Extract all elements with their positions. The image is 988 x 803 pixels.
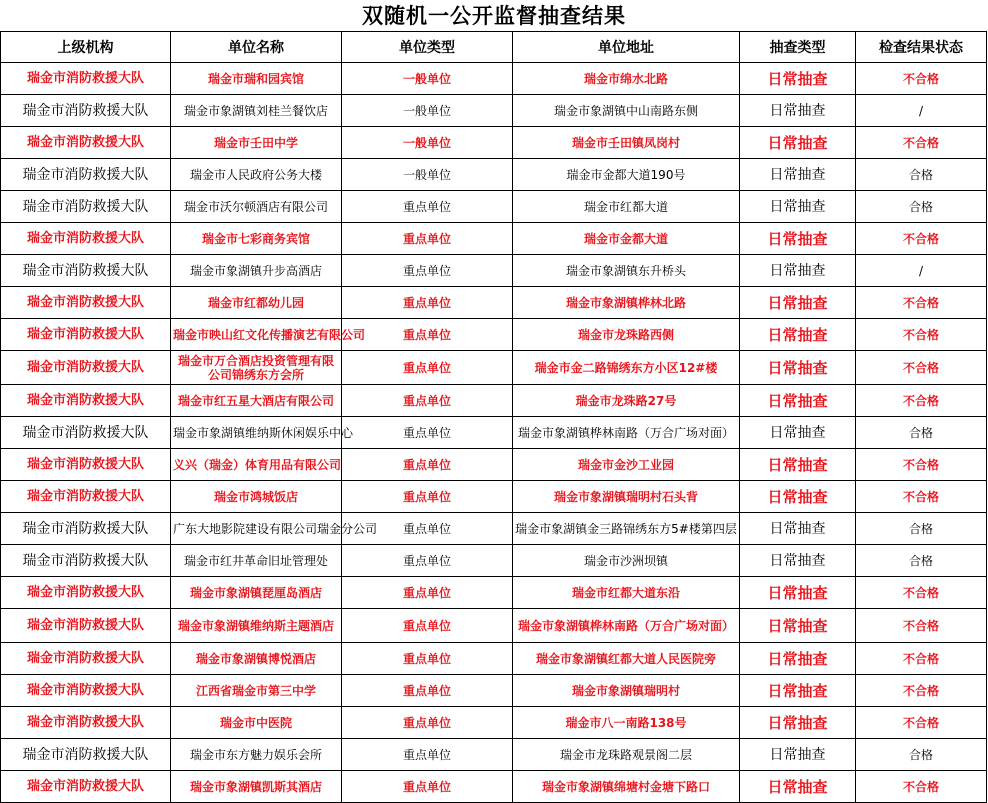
cell-unit-type: 重点单位 [342, 675, 513, 707]
table-row [1, 609, 987, 643]
table-row [1, 385, 987, 417]
table-row [1, 513, 987, 545]
cell-check-type: 日常抽查 [740, 577, 856, 609]
cell-check-type: 日常抽查 [740, 545, 856, 577]
cell-unit-address: 瑞金市象湖镇东升桥头 [513, 255, 740, 287]
cell-unit-type: 重点单位 [342, 545, 513, 577]
table-row [1, 707, 987, 739]
cell-unit-type: 重点单位 [342, 255, 513, 287]
cell-check-type: 日常抽查 [740, 385, 856, 417]
cell-check-type: 日常抽查 [740, 643, 856, 675]
cell-unit-name: 瑞金市象湖镇维纳斯休闲娱乐中心 [171, 417, 342, 449]
cell-unit-type: 重点单位 [342, 513, 513, 545]
cell-unit-name: 义兴（瑞金）体育用品有限公司 [171, 449, 342, 481]
cell-result-status: 合格 [856, 513, 987, 545]
cell-result-status: 不合格 [856, 223, 987, 255]
cell-result-status: 不合格 [856, 643, 987, 675]
cell-check-type: 日常抽查 [740, 127, 856, 159]
cell-result-status: 不合格 [856, 351, 987, 385]
cell-result-status: 不合格 [856, 609, 987, 643]
cell-org: 瑞金市消防救援大队 [1, 707, 171, 739]
cell-unit-address: 瑞金市象湖镇瑞明村 [513, 675, 740, 707]
header-unit-name: 单位名称 [171, 32, 342, 63]
cell-unit-address: 瑞金市象湖镇绵塘村金塘下路口 [513, 771, 740, 803]
cell-unit-name: 瑞金市象湖镇琵厘岛酒店 [171, 577, 342, 609]
cell-unit-type: 重点单位 [342, 643, 513, 675]
cell-unit-type: 一般单位 [342, 63, 513, 95]
cell-unit-address: 瑞金市象湖镇中山南路东侧 [513, 95, 740, 127]
table-row [1, 287, 987, 319]
table-row [1, 223, 987, 255]
cell-result-status: 合格 [856, 739, 987, 771]
cell-unit-name: 瑞金市红五星大酒店有限公司 [171, 385, 342, 417]
cell-check-type: 日常抽查 [740, 159, 856, 191]
cell-org: 瑞金市消防救援大队 [1, 385, 171, 417]
header-org: 上级机构 [1, 32, 171, 63]
header-unit-address: 单位地址 [513, 32, 740, 63]
cell-org: 瑞金市消防救援大队 [1, 609, 171, 643]
cell-unit-type: 重点单位 [342, 577, 513, 609]
cell-org: 瑞金市消防救援大队 [1, 675, 171, 707]
cell-unit-address: 瑞金市象湖镇红都大道人民医院旁 [513, 643, 740, 675]
cell-unit-name: 瑞金市象湖镇维纳斯主题酒店 [171, 609, 342, 643]
sheet-title: 双随机一公开监督抽查结果 [362, 3, 626, 28]
cell-unit-name: 瑞金市人民政府公务大楼 [171, 159, 342, 191]
table-row [1, 127, 987, 159]
cell-org: 瑞金市消防救援大队 [1, 739, 171, 771]
table-row [1, 577, 987, 609]
cell-unit-address: 瑞金市金都大道 [513, 223, 740, 255]
table-row [1, 739, 987, 771]
cell-unit-name: 瑞金市中医院 [171, 707, 342, 739]
cell-unit-name: 江西省瑞金市第三中学 [171, 675, 342, 707]
cell-unit-name: 瑞金市象湖镇凯斯其酒店 [171, 771, 342, 803]
cell-org: 瑞金市消防救援大队 [1, 191, 171, 223]
cell-unit-type: 重点单位 [342, 191, 513, 223]
cell-unit-type: 重点单位 [342, 707, 513, 739]
cell-unit-name: 瑞金市东方魅力娱乐会所 [171, 739, 342, 771]
cell-org: 瑞金市消防救援大队 [1, 63, 171, 95]
cell-unit-name: 瑞金市鸿城饭店 [171, 481, 342, 513]
cell-org: 瑞金市消防救援大队 [1, 223, 171, 255]
cell-check-type: 日常抽查 [740, 481, 856, 513]
cell-unit-address: 瑞金市象湖镇桦林南路（万合广场对面） [513, 609, 740, 643]
table-row [1, 449, 987, 481]
cell-check-type: 日常抽查 [740, 609, 856, 643]
cell-unit-type: 重点单位 [342, 481, 513, 513]
cell-unit-address: 瑞金市象湖镇桦林南路（万合广场对面） [513, 417, 740, 449]
cell-result-status: 合格 [856, 417, 987, 449]
cell-result-status: 不合格 [856, 319, 987, 351]
cell-check-type: 日常抽查 [740, 255, 856, 287]
cell-unit-address: 瑞金市象湖镇桦林北路 [513, 287, 740, 319]
cell-unit-type: 重点单位 [342, 417, 513, 449]
table-row [1, 545, 987, 577]
cell-result-status: 不合格 [856, 63, 987, 95]
cell-org: 瑞金市消防救援大队 [1, 417, 171, 449]
cell-unit-name: 瑞金市瑞和园宾馆 [171, 63, 342, 95]
cell-unit-type: 重点单位 [342, 223, 513, 255]
results-table [0, 31, 987, 803]
cell-org: 瑞金市消防救援大队 [1, 319, 171, 351]
cell-org: 瑞金市消防救援大队 [1, 127, 171, 159]
table-row [1, 675, 987, 707]
cell-result-status: 不合格 [856, 771, 987, 803]
cell-unit-name: 瑞金市壬田中学 [171, 127, 342, 159]
cell-org: 瑞金市消防救援大队 [1, 545, 171, 577]
table-row [1, 771, 987, 803]
cell-org: 瑞金市消防救援大队 [1, 255, 171, 287]
cell-unit-address: 瑞金市龙珠路观景阁二层 [513, 739, 740, 771]
cell-check-type: 日常抽查 [740, 771, 856, 803]
cell-unit-address: 瑞金市金沙工业园 [513, 449, 740, 481]
cell-result-status: 合格 [856, 159, 987, 191]
cell-unit-address: 瑞金市金都大道190号 [513, 159, 740, 191]
cell-result-status: 不合格 [856, 481, 987, 513]
cell-org: 瑞金市消防救援大队 [1, 159, 171, 191]
table-row [1, 191, 987, 223]
cell-result-status: 不合格 [856, 707, 987, 739]
header-unit-type: 单位类型 [342, 32, 513, 63]
table-row [1, 351, 987, 385]
cell-unit-name: 瑞金市象湖镇刘桂兰餐饮店 [171, 95, 342, 127]
cell-unit-name: 瑞金市沃尔顿酒店有限公司 [171, 191, 342, 223]
cell-unit-address: 瑞金市八一南路138号 [513, 707, 740, 739]
cell-org: 瑞金市消防救援大队 [1, 287, 171, 319]
cell-result-status: 不合格 [856, 449, 987, 481]
header-check-type: 抽查类型 [740, 32, 856, 63]
cell-unit-type: 一般单位 [342, 95, 513, 127]
cell-unit-address: 瑞金市金二路锦绣东方小区12#楼 [513, 351, 740, 385]
cell-unit-address: 瑞金市壬田镇凤岗村 [513, 127, 740, 159]
cell-check-type: 日常抽查 [740, 191, 856, 223]
cell-unit-type: 重点单位 [342, 319, 513, 351]
cell-unit-name: 瑞金市红井革命旧址管理处 [171, 545, 342, 577]
cell-unit-address: 瑞金市象湖镇瑞明村石头背 [513, 481, 740, 513]
cell-check-type: 日常抽查 [740, 675, 856, 707]
table-row [1, 255, 987, 287]
cell-check-type: 日常抽查 [740, 319, 856, 351]
cell-unit-type: 重点单位 [342, 609, 513, 643]
cell-org: 瑞金市消防救援大队 [1, 351, 171, 385]
cell-result-status: 不合格 [856, 675, 987, 707]
cell-result-status: 合格 [856, 191, 987, 223]
cell-check-type: 日常抽查 [740, 739, 856, 771]
cell-org: 瑞金市消防救援大队 [1, 771, 171, 803]
table-body [1, 63, 987, 803]
table-row [1, 159, 987, 191]
cell-unit-type: 重点单位 [342, 449, 513, 481]
cell-unit-type: 重点单位 [342, 739, 513, 771]
cell-unit-address: 瑞金市红都大道东沿 [513, 577, 740, 609]
cell-unit-name: 瑞金市映山红文化传播演艺有限公司 [171, 319, 342, 351]
cell-result-status: 不合格 [856, 577, 987, 609]
cell-unit-type: 重点单位 [342, 771, 513, 803]
cell-check-type: 日常抽查 [740, 513, 856, 545]
cell-unit-name: 广东大地影院建设有限公司瑞金分公司 [171, 513, 342, 545]
table-row [1, 63, 987, 95]
cell-unit-address: 瑞金市绵水北路 [513, 63, 740, 95]
cell-unit-type: 重点单位 [342, 385, 513, 417]
cell-result-status: 不合格 [856, 287, 987, 319]
cell-unit-name: 瑞金市象湖镇博悦酒店 [171, 643, 342, 675]
cell-check-type: 日常抽查 [740, 351, 856, 385]
cell-unit-address: 瑞金市龙珠路西侧 [513, 319, 740, 351]
cell-check-type: 日常抽查 [740, 287, 856, 319]
cell-org: 瑞金市消防救援大队 [1, 95, 171, 127]
cell-unit-type: 重点单位 [342, 351, 513, 385]
cell-result-status: / [856, 95, 987, 127]
cell-unit-name: 瑞金市红都幼儿园 [171, 287, 342, 319]
cell-result-status: 不合格 [856, 385, 987, 417]
header-result-status: 检查结果状态 [856, 32, 987, 63]
table-row [1, 95, 987, 127]
cell-unit-address: 瑞金市沙洲坝镇 [513, 545, 740, 577]
table-row [1, 643, 987, 675]
cell-org: 瑞金市消防救援大队 [1, 481, 171, 513]
cell-unit-type: 一般单位 [342, 127, 513, 159]
cell-unit-type: 重点单位 [342, 287, 513, 319]
cell-result-status: 不合格 [856, 127, 987, 159]
cell-org: 瑞金市消防救援大队 [1, 513, 171, 545]
cell-check-type: 日常抽查 [740, 95, 856, 127]
cell-result-status: / [856, 255, 987, 287]
cell-org: 瑞金市消防救援大队 [1, 577, 171, 609]
cell-unit-name: 瑞金市万合酒店投资管理有限公司锦绣东方会所 [171, 351, 342, 385]
header-row [1, 32, 987, 63]
cell-unit-address: 瑞金市红都大道 [513, 191, 740, 223]
cell-check-type: 日常抽查 [740, 707, 856, 739]
table-row [1, 417, 987, 449]
cell-check-type: 日常抽查 [740, 223, 856, 255]
table-row [1, 319, 987, 351]
cell-unit-address: 瑞金市龙珠路27号 [513, 385, 740, 417]
cell-org: 瑞金市消防救援大队 [1, 643, 171, 675]
cell-unit-type: 一般单位 [342, 159, 513, 191]
table-row [1, 481, 987, 513]
cell-unit-name: 瑞金市七彩商务宾馆 [171, 223, 342, 255]
cell-org: 瑞金市消防救援大队 [1, 449, 171, 481]
cell-check-type: 日常抽查 [740, 63, 856, 95]
cell-result-status: 合格 [856, 545, 987, 577]
cell-check-type: 日常抽查 [740, 417, 856, 449]
cell-unit-address: 瑞金市象湖镇金三路锦绣东方5#楼第四层 [513, 513, 740, 545]
cell-check-type: 日常抽查 [740, 449, 856, 481]
cell-unit-name: 瑞金市象湖镇升步高酒店 [171, 255, 342, 287]
